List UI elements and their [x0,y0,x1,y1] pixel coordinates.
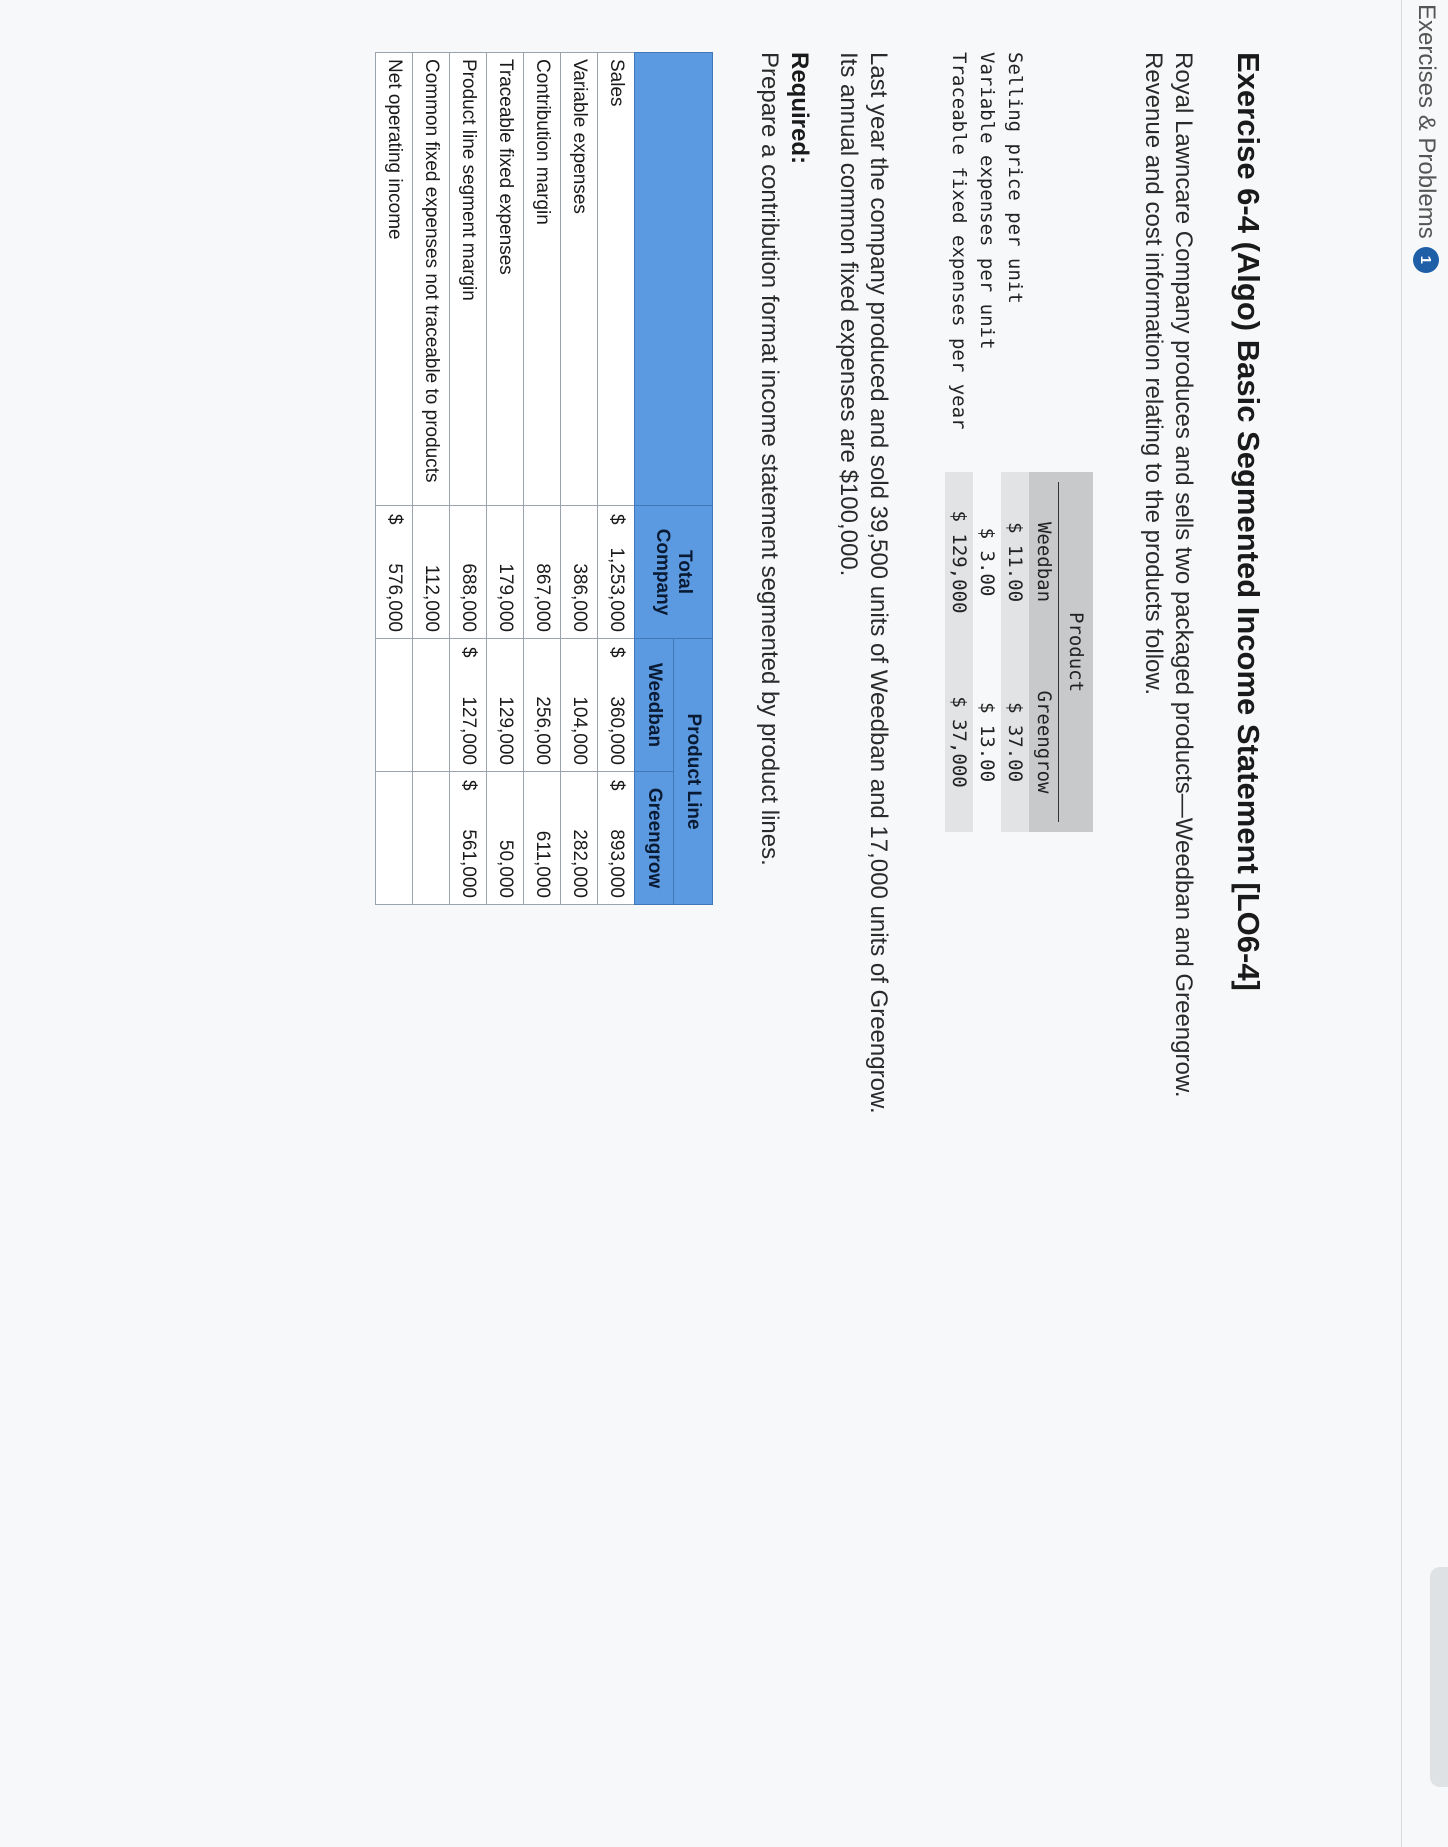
table-row [450,53,487,905]
segment-margin-label[interactable]: Product line segment margin [450,53,487,506]
label-header [635,53,713,506]
table-row [376,53,413,905]
greengrow-value: $ 37.00 [1001,652,1029,832]
net-operating-income-label[interactable]: Net operating income [376,53,413,506]
table-row [524,53,561,905]
tfe-weedban-input[interactable]: 129,000 [487,639,524,772]
product-info-row [973,52,1001,832]
col-weedban-header: Weedban [635,639,674,772]
segmented-income-statement [375,52,713,905]
table-row [561,53,598,905]
cm-greengrow-input[interactable]: 611,000 [524,772,561,905]
cm-total-input[interactable]: 867,000 [524,506,561,639]
product-info-header [1029,472,1093,832]
sales-greengrow-input[interactable]: $ 893,000 [598,772,635,905]
breadcrumb[interactable] [1408,0,1444,273]
noi-greengrow-cell [376,772,413,905]
table-row [598,53,635,905]
sales-weedban-input[interactable]: $ 360,000 [598,639,635,772]
cm-weedban-input[interactable]: 256,000 [524,639,561,772]
col-total-company: Total Company [635,506,713,639]
sm-weedban-input[interactable]: $ 127,000 [450,639,487,772]
required-label: Required: [786,52,813,165]
weedban-value: $ 129,000 [945,472,973,652]
noi-total-input[interactable]: $ 576,000 [376,506,413,639]
product-line-header: Product Line [674,639,713,905]
col-greengrow: Greengrow [1033,690,1055,794]
count-badge: 1 [1413,247,1439,273]
weedban-value: $ 11.00 [1001,472,1029,652]
row-label: Selling price per unit [1004,52,1026,304]
row-label: Variable expenses per unit [976,52,998,350]
contribution-margin-label[interactable]: Contribution margin [524,53,561,506]
last-year-text: Last year the company produced and sold 39,500 units of Weedban and 17,000 units of Greengrow. Its annual common fixed expenses are $100,000. [835,52,892,1114]
cfe-greengrow-cell [413,772,450,905]
table-row [413,53,450,905]
sm-greengrow-input[interactable]: $ 561,000 [450,772,487,905]
tfe-greengrow-input[interactable]: 50,000 [487,772,524,905]
required-text: Prepare a contribution format income statement segmented by product lines. [756,52,783,866]
common-fixed-label[interactable]: Common fixed expenses not traceable to products [413,53,450,506]
row-label: Traceable fixed expenses per year [948,52,970,430]
variable-expenses-label[interactable]: Variable expenses [561,53,598,506]
product-info-row [1001,52,1029,832]
table-row [487,53,524,905]
header-divider [1401,0,1402,1847]
variable-total-input[interactable]: 386,000 [561,506,598,639]
traceable-fixed-label[interactable]: Traceable fixed expenses [487,53,524,506]
col-greengrow-header: Greengrow [635,772,674,905]
exercise-intro: Royal Lawncare Company produces and sells two packaged products—Weedban and Greengrow. Revenue and cost information relating to the products follow. [1140,52,1197,1098]
top-tab[interactable] [1430,1567,1448,1787]
product-info-table [945,52,1093,832]
weedban-value: $ 3.00 [976,527,998,597]
cfe-total-input[interactable]: 112,000 [413,506,450,639]
sales-label[interactable]: Sales [598,53,635,506]
variable-greengrow-input[interactable]: 282,000 [561,772,598,905]
breadcrumb-text[interactable]: Exercises & Problems [1413,4,1440,239]
sm-total-input[interactable]: 688,000 [450,506,487,639]
greengrow-value: $ 13.00 [976,701,998,783]
tfe-total-input[interactable]: 179,000 [487,506,524,639]
product-info-row [945,52,973,832]
exercise-title: Exercise 6-4 (Algo) Basic Segmented Income Statement [LO6-4] [1231,52,1266,991]
header-rule [1058,482,1059,822]
product-header: Product [1065,611,1087,693]
noi-weedban-cell [376,639,413,772]
cfe-weedban-cell [413,639,450,772]
variable-weedban-input[interactable]: 104,000 [561,639,598,772]
greengrow-value: $ 37,000 [945,652,973,832]
col-weedban: Weedban [1033,521,1055,603]
sales-total-input[interactable]: $ 1,253,000 [598,506,635,639]
